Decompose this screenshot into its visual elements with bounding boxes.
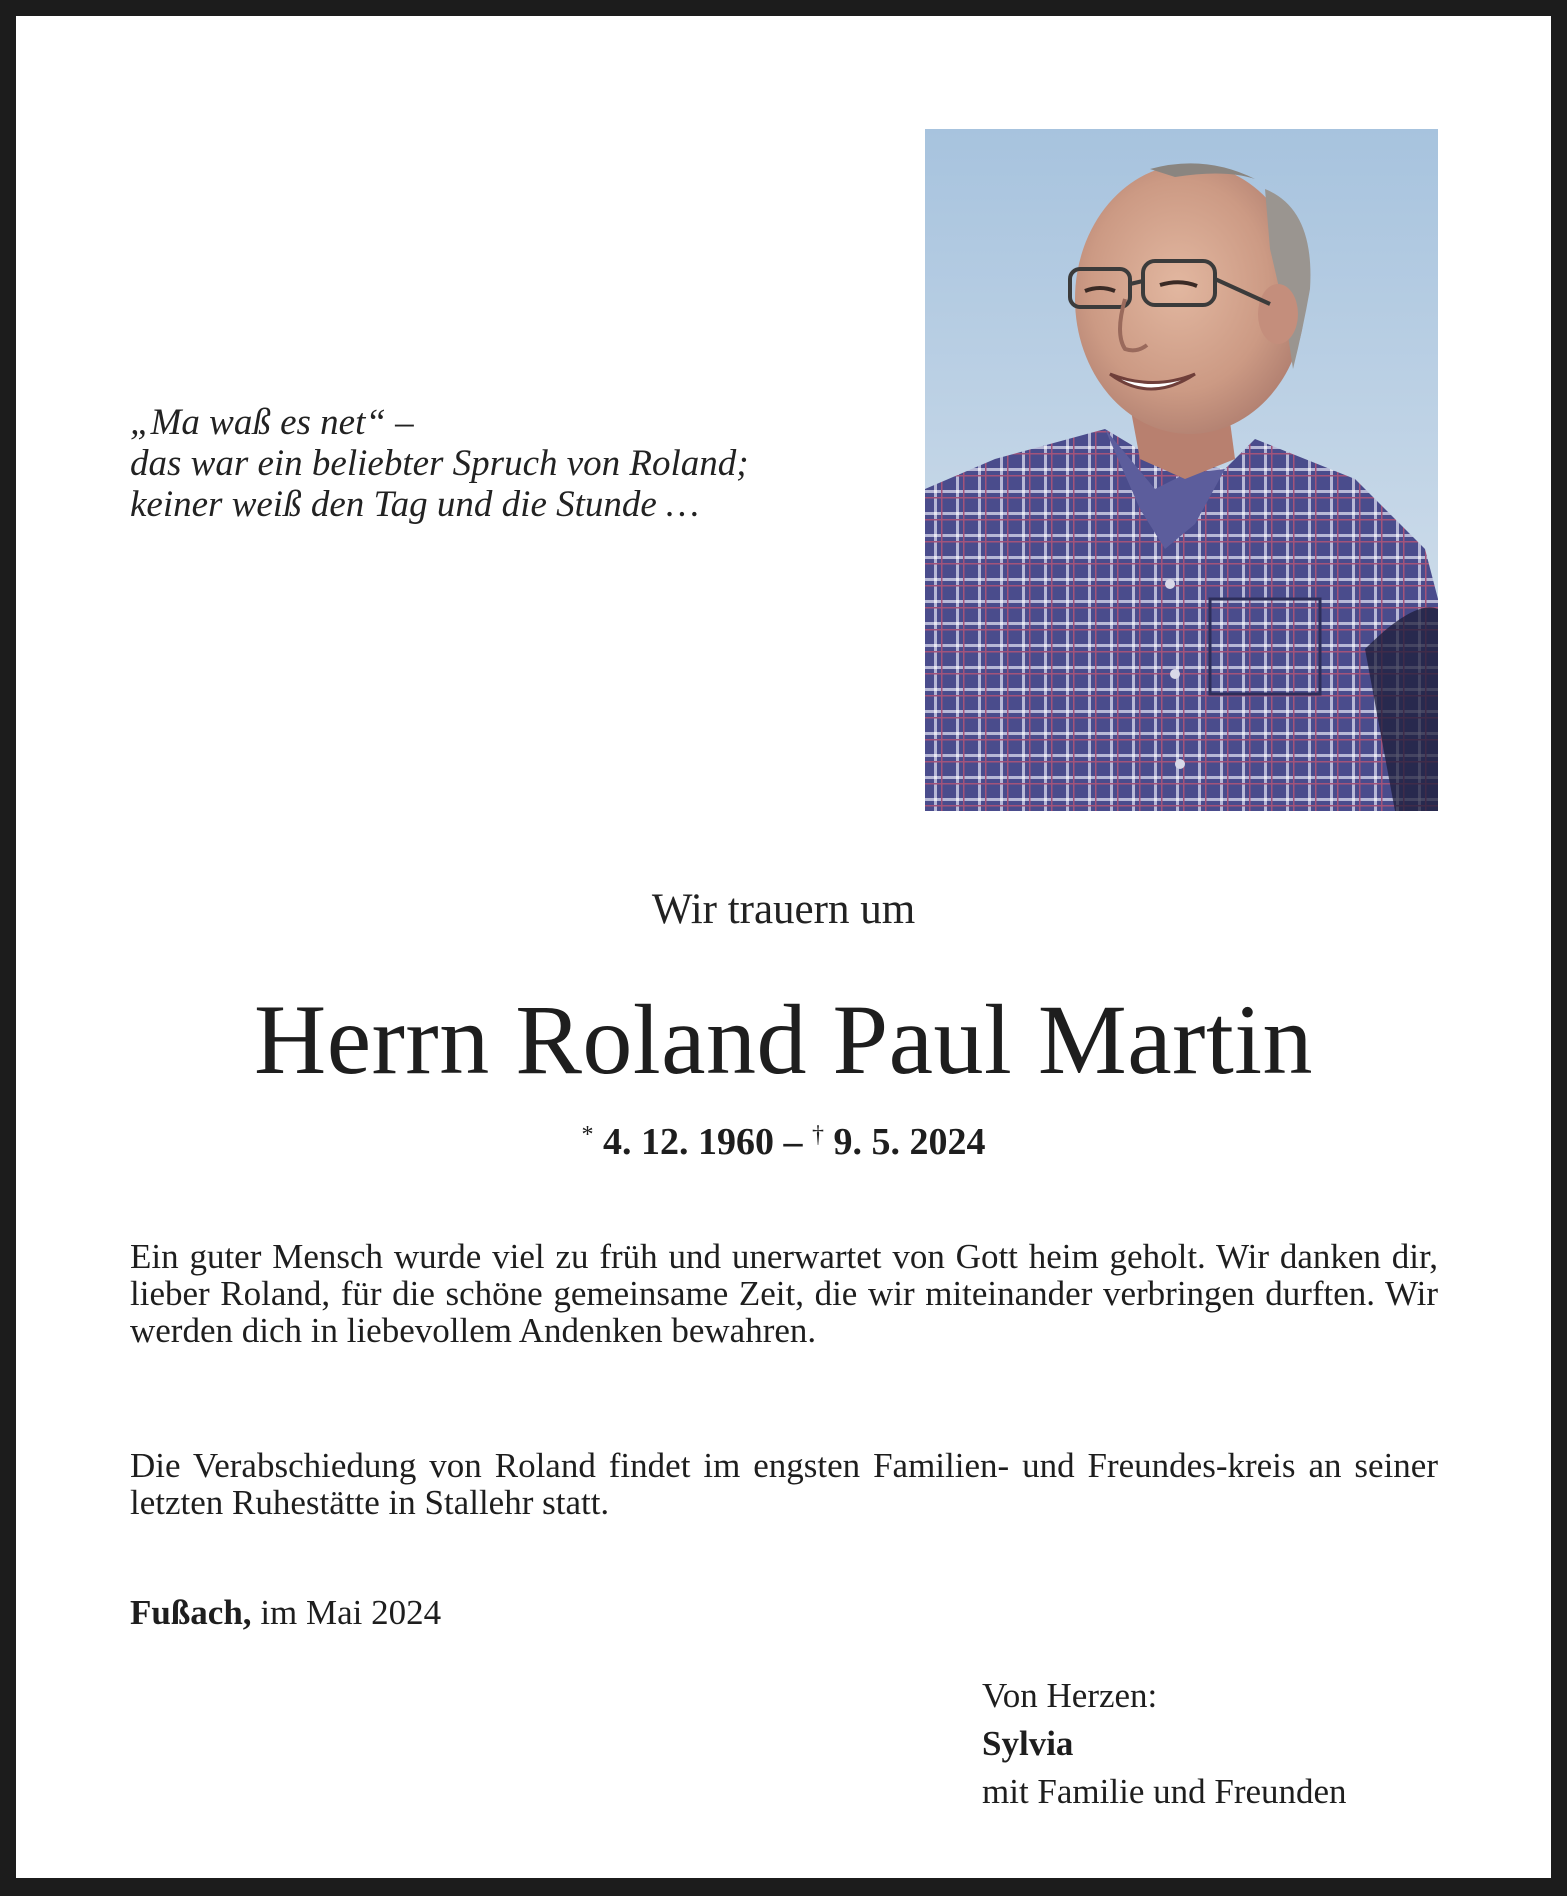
- signoff-name: Sylvia: [982, 1724, 1074, 1763]
- quote-line-1: „Ma waß es net“ –: [130, 402, 414, 443]
- death-date: 9. 5. 2024: [833, 1121, 986, 1163]
- quote-line-2: das war ein beliebter Spruch von Roland;: [130, 443, 749, 484]
- quote-line-3: keiner weiß den Tag und die Stunde …: [130, 484, 699, 525]
- place-date: im Mai 2024: [251, 1593, 442, 1632]
- birth-date: 4. 12. 1960: [603, 1121, 774, 1163]
- signoff-heading: Von Herzen:: [982, 1676, 1158, 1715]
- place-date-line: [130, 1593, 441, 1633]
- date-separator: –: [774, 1121, 812, 1163]
- quote-block: [130, 402, 830, 525]
- place-town: Fußach,: [130, 1593, 252, 1632]
- deceased-name: Herrn Roland Paul Martin: [253, 984, 1314, 1095]
- signoff-block: [982, 1672, 1347, 1816]
- farewell-paragraph: Die Verabschiedung von Roland findet im engsten Familien- und Freundes-kreis an seiner letzten Ruhestätte in Stallehr statt.: [130, 1446, 1438, 1522]
- birth-symbol: *: [581, 1122, 594, 1148]
- mourning-intro: Wir trauern um: [651, 886, 916, 933]
- tribute-paragraph: Ein guter Mensch wurde viel zu früh und unerwartet von Gott heim geholt. Wir danken dir, lieber Roland, für die schöne gemeinsame Zeit, die wir miteinander verbringen durften. Wir werden dich in liebevollem Andenken bewahren.: [130, 1237, 1438, 1350]
- signoff-family: mit Familie und Freunden: [982, 1772, 1347, 1811]
- portrait-photo: [925, 129, 1438, 811]
- death-symbol: †: [812, 1122, 824, 1148]
- life-dates: [0, 1112, 1567, 1165]
